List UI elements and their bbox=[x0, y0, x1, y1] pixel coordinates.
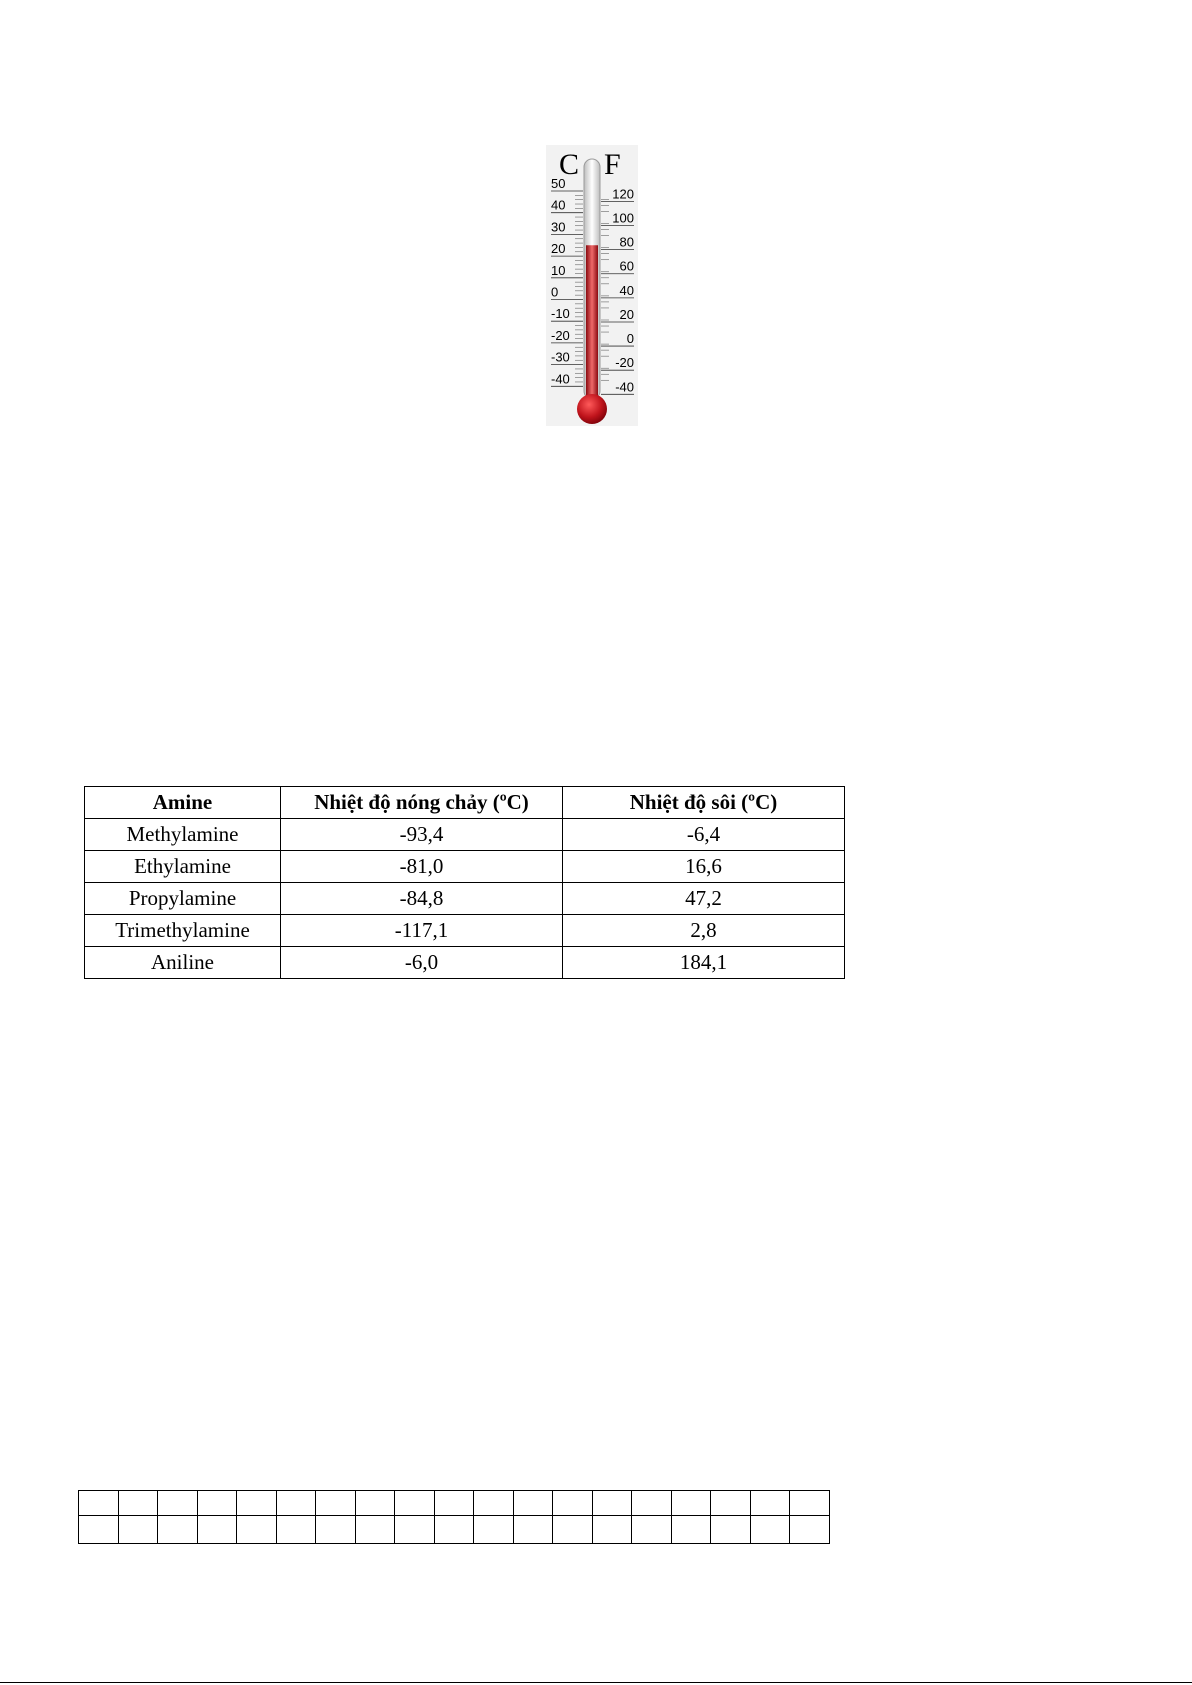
celsius-tick-label: 40 bbox=[551, 197, 566, 213]
table-row bbox=[85, 819, 845, 851]
fahrenheit-tick-label: 120 bbox=[612, 186, 634, 202]
fahrenheit-unit-label: F bbox=[604, 148, 621, 181]
celsius-tick-label: -20 bbox=[551, 327, 570, 343]
boiling-point-cell: 16,6 bbox=[563, 851, 845, 883]
celsius-tick-label: 50 bbox=[551, 176, 566, 191]
header-boiling-point: Nhiệt độ sôi (ºC) bbox=[563, 787, 845, 819]
answer-grid-cell bbox=[118, 1491, 158, 1516]
celsius-tick-label: -40 bbox=[551, 371, 570, 387]
melting-point-cell: -93,4 bbox=[281, 819, 563, 851]
fahrenheit-tick-label: -40 bbox=[615, 379, 634, 395]
answer-grid-cell bbox=[434, 1491, 474, 1516]
answer-grid-cell bbox=[395, 1491, 435, 1516]
fahrenheit-tick-label: -20 bbox=[615, 355, 634, 371]
fahrenheit-tick-label: 100 bbox=[612, 210, 634, 226]
celsius-tick-label: -30 bbox=[551, 349, 570, 365]
answer-grid-row bbox=[79, 1516, 830, 1544]
celsius-tick-label: 30 bbox=[551, 219, 566, 235]
page-bottom-rule bbox=[0, 1682, 1192, 1683]
answer-grid-cell bbox=[592, 1516, 632, 1544]
answer-grid-cell bbox=[553, 1491, 593, 1516]
answer-grid-cell bbox=[197, 1516, 237, 1544]
answer-grid-cell bbox=[79, 1491, 119, 1516]
fahrenheit-tick-label: 60 bbox=[619, 258, 634, 274]
amine-properties-table bbox=[84, 786, 845, 979]
fahrenheit-tick-label: 20 bbox=[619, 306, 634, 322]
fahrenheit-tick-label: 80 bbox=[619, 234, 634, 250]
melting-point-cell: -6,0 bbox=[281, 947, 563, 979]
answer-grid-cell bbox=[276, 1491, 316, 1516]
celsius-tick-label: -10 bbox=[551, 306, 570, 322]
answer-grid-cell bbox=[355, 1491, 395, 1516]
celsius-tick-label: 20 bbox=[551, 241, 566, 257]
thermometer-liquid bbox=[586, 245, 598, 399]
answer-grid bbox=[78, 1490, 830, 1544]
amine-name-cell: Ethylamine bbox=[85, 851, 281, 883]
answer-grid-cell bbox=[158, 1516, 198, 1544]
melting-point-cell: -81,0 bbox=[281, 851, 563, 883]
answer-grid-cell bbox=[632, 1516, 672, 1544]
table-header-row bbox=[85, 787, 845, 819]
thermometer-image bbox=[546, 145, 638, 426]
answer-grid-cell bbox=[79, 1516, 119, 1544]
answer-grid-cell bbox=[750, 1491, 790, 1516]
answer-grid-cell bbox=[197, 1491, 237, 1516]
amine-name-cell: Trimethylamine bbox=[85, 915, 281, 947]
header-melting-point: Nhiệt độ nóng chảy (ºC) bbox=[281, 787, 563, 819]
boiling-point-cell: 2,8 bbox=[563, 915, 845, 947]
celsius-unit-label: C bbox=[559, 148, 580, 181]
answer-grid-cell bbox=[474, 1491, 514, 1516]
answer-grid-cell bbox=[711, 1491, 751, 1516]
answer-grid-cell bbox=[316, 1516, 356, 1544]
thermometer-bulb bbox=[577, 394, 607, 424]
answer-grid-cell bbox=[158, 1491, 198, 1516]
celsius-tick-label: 10 bbox=[551, 262, 566, 278]
answer-grid-cell bbox=[750, 1516, 790, 1544]
answer-grid-cell bbox=[671, 1516, 711, 1544]
answer-grid-cell bbox=[237, 1516, 277, 1544]
answer-grid-cell bbox=[790, 1516, 830, 1544]
answer-grid-cell bbox=[355, 1516, 395, 1544]
table-row bbox=[85, 915, 845, 947]
answer-grid-cell bbox=[711, 1516, 751, 1544]
table-row bbox=[85, 883, 845, 915]
answer-grid-cell bbox=[434, 1516, 474, 1544]
melting-point-cell: -84,8 bbox=[281, 883, 563, 915]
answer-grid-cell bbox=[671, 1491, 711, 1516]
answer-grid-cell bbox=[276, 1516, 316, 1544]
boiling-point-cell: -6,4 bbox=[563, 819, 845, 851]
boiling-point-cell: 184,1 bbox=[563, 947, 845, 979]
amine-name-cell: Aniline bbox=[85, 947, 281, 979]
amine-name-cell: Methylamine bbox=[85, 819, 281, 851]
answer-grid-cell bbox=[395, 1516, 435, 1544]
answer-grid-cell bbox=[513, 1491, 553, 1516]
table-row bbox=[85, 947, 845, 979]
answer-grid-cell bbox=[237, 1491, 277, 1516]
answer-grid-cell bbox=[632, 1491, 672, 1516]
answer-grid-cell bbox=[513, 1516, 553, 1544]
amine-name-cell: Propylamine bbox=[85, 883, 281, 915]
thermometer-figure bbox=[546, 145, 638, 426]
answer-grid-cell bbox=[474, 1516, 514, 1544]
fahrenheit-tick-label: 40 bbox=[619, 282, 634, 298]
answer-grid-cell bbox=[118, 1516, 158, 1544]
celsius-tick-label: 0 bbox=[551, 284, 559, 300]
header-amine: Amine bbox=[85, 787, 281, 819]
answer-grid-cell bbox=[592, 1491, 632, 1516]
melting-point-cell: -117,1 bbox=[281, 915, 563, 947]
fahrenheit-tick-label: 0 bbox=[626, 331, 634, 347]
table-row bbox=[85, 851, 845, 883]
answer-grid-row bbox=[79, 1491, 830, 1516]
answer-grid-cell bbox=[316, 1491, 356, 1516]
answer-grid-cell bbox=[553, 1516, 593, 1544]
answer-grid-cell bbox=[790, 1491, 830, 1516]
boiling-point-cell: 47,2 bbox=[563, 883, 845, 915]
